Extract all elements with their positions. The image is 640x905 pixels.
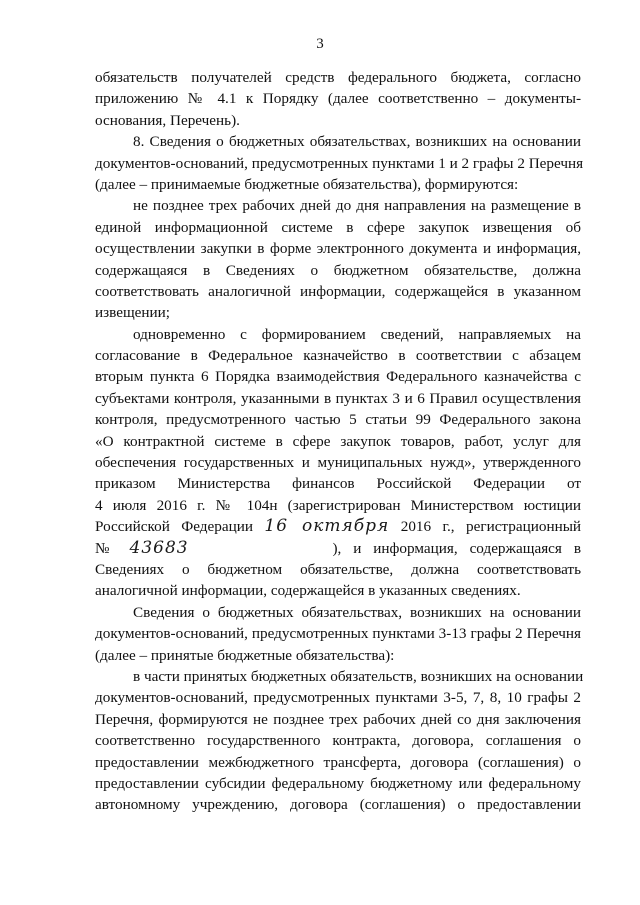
- text-line: 4 июля 2016 г. № 104н (зарегистрирован Министерством юстиции: [95, 496, 581, 514]
- registration-number-line-end: ), и информация, содержащаяся в: [332, 539, 581, 557]
- text-line: осуществлении закупки в форме электронного документа и информация,: [95, 240, 581, 258]
- text-line: обеспечения государственных и муниципальных нужд», утвержденного: [95, 454, 581, 472]
- registration-date-line: [95, 516, 581, 537]
- body-text: [95, 67, 584, 816]
- text-line: документов-оснований, предусмотренных пунктами 1 и 2 графы 2 Перечня: [95, 154, 584, 172]
- text-line: 8. Сведения о бюджетных обязательствах, возникших на основании: [133, 133, 581, 151]
- text-line: документов-оснований, предусмотренных пунктами 3-5, 7, 8, 10 графы 2: [95, 689, 581, 707]
- text-line: единой информационной системе в сфере закупок извещения об: [95, 218, 581, 236]
- text-line: приложению № 4.1 к Порядку (далее соответственно – документы-: [95, 90, 581, 108]
- text-line: «О контрактной системе в сфере закупок товаров, работ, услуг для: [95, 432, 581, 450]
- text-line: предоставлении межбюджетного трансферта, договора (соглашения) о: [95, 753, 581, 771]
- text-line: в части принятых бюджетных обязательств, возникших на основании: [133, 667, 584, 685]
- text-block-lower: [95, 559, 584, 816]
- text-line: предоставлении субсидии федеральному бюджетному или федеральному: [95, 774, 581, 792]
- page-number: 3: [316, 36, 324, 52]
- text-line: приказом Министерства финансов Российской Федерации от: [95, 475, 581, 493]
- text-line: документов-оснований, предусмотренных пунктами 3-13 графы 2 Перечня: [95, 625, 581, 643]
- text-line: основания, Перечень).: [95, 111, 240, 129]
- text-line: субъектами контроля, указанными в пунктах 3 и 6 Правил осуществления: [95, 389, 581, 407]
- text-line: вторым пункта 6 Порядка взаимодействия Федерального казначейства с: [95, 368, 581, 386]
- text-line: обязательств получателей средств федерального бюджета, согласно: [95, 69, 581, 86]
- text-line: аналогичной информации, содержащейся в указанных сведениях.: [95, 582, 521, 600]
- text-line: соответственно государственного контракта, договора, соглашения о: [95, 732, 581, 750]
- text-line: извещении;: [95, 304, 170, 322]
- text-line: Перечня, формируются не позднее трех рабочих дней со дня заключения: [95, 710, 581, 728]
- handwritten-registration-number: 43683: [129, 537, 189, 558]
- text-block-upper: [95, 67, 584, 516]
- text-line: соответствовать аналогичной информации, содержащейся в указанном: [95, 282, 581, 300]
- number-sign: №: [95, 539, 118, 557]
- text-line: контроля, предусмотренного частью 5 статьи 99 Федерального закона: [95, 411, 581, 429]
- text-line: содержащаяся в Сведениях о бюджетном обязательстве, должна: [95, 261, 581, 279]
- registration-number-line: [95, 538, 581, 559]
- text-line: не позднее трех рабочих дней до дня направления на размещение в: [133, 197, 581, 215]
- handwritten-registration-date: 16 октября: [264, 516, 390, 537]
- text-line: (далее – принимаемые бюджетные обязательства), формируются:: [95, 175, 519, 193]
- text-line: автономному учреждению, договора (соглашения) о предоставлении: [95, 796, 581, 814]
- text-line: одновременно с формированием сведений, направляемых на: [133, 325, 581, 343]
- text-line: согласование в Федеральное казначейство в соответствии с абзацем: [95, 347, 581, 365]
- text-line: Сведениях о бюджетном обязательстве, должна соответствовать: [95, 560, 581, 578]
- text-line: (далее – принятые бюджетные обязательства):: [95, 646, 395, 664]
- registration-line-start: Российской Федерации: [95, 518, 253, 536]
- registration-line-end: 2016 г., регистрационный: [400, 518, 582, 536]
- text-line: Сведения о бюджетных обязательствах, возникших на основании: [133, 603, 581, 621]
